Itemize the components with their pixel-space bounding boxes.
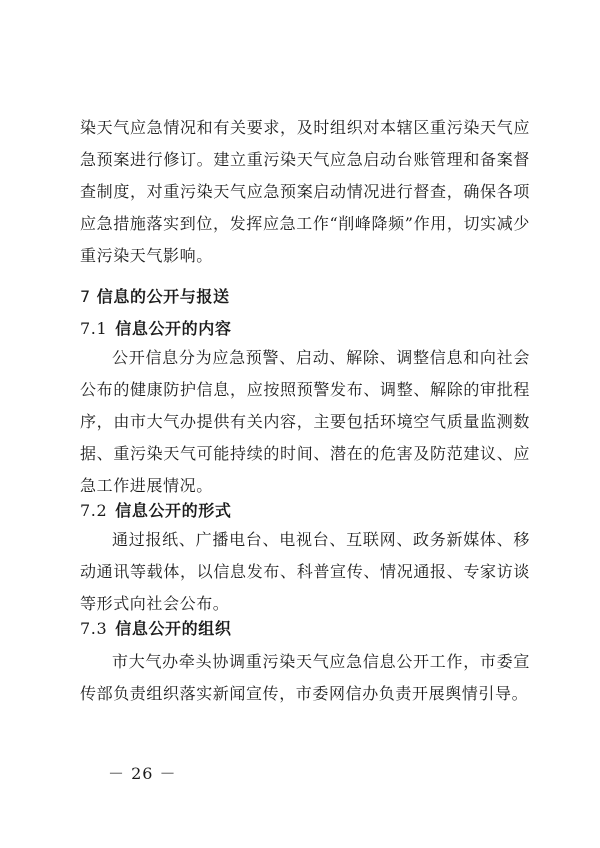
subsection-heading-7-3 [80,617,231,641]
section-number: 7 [80,287,91,306]
subsection-title: 信息公开的内容 [115,319,232,338]
subsection-heading-7-2 [80,499,231,523]
section-heading [80,285,230,309]
subsection-body-7-1: 公开信息分为应急预警、启动、解除、调整信息和向社会公布的健康防护信息，应按照预警发布、调整、解除的审批程序，由市大气办提供有关内容，主要包括环境空气质量监测数据、重污染天气可能持续的时间、潜在的危害及防范建议、应急工作进展情况。 [80,348,530,495]
section-title: 信息的公开与报送 [96,287,230,306]
subsection-body-7-3: 市大气办牵头协调重污染天气应急信息公开工作，市委宣传部负责组织落实新闻宣传，市委网信办负责开展舆情引导。 [80,652,530,703]
subsection-title: 信息公开的组织 [115,619,232,638]
subsection-number: 7.1 [80,319,108,338]
subsection-number: 7.3 [80,619,108,638]
subsection-body-7-2: 通过报纸、广播电台、电视台、互联网、政务新媒体、移动通讯等载体，以信息发布、科普宣传、情况通报、专家访谈等形式向社会公布。 [80,530,530,613]
subsection-heading-7-1 [80,317,231,341]
page-number: － 26 － [108,764,177,783]
subsection-title: 信息公开的形式 [115,501,232,520]
subsection-number: 7.2 [80,501,108,520]
continuation-paragraph: 染天气应急情况和有关要求，及时组织对本辖区重污染天气应急预案进行修订。建立重污染天气应急启动台账管理和备案督查制度，对重污染天气应急预案启动情况进行督查，确保各项应急措施落实到位，发挥应急工作“削峰降频”作用，切实减少重污染天气影响。 [80,118,530,265]
